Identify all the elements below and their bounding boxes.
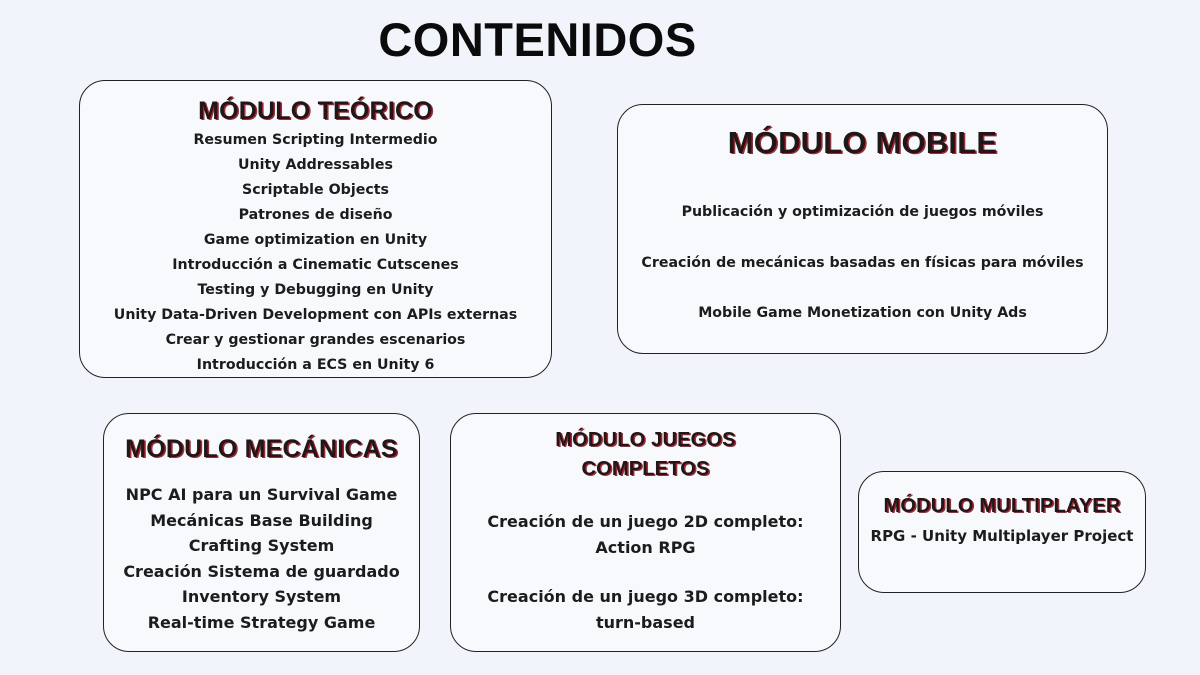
- module-list-mecanicas: [104, 482, 419, 636]
- list-item: Game optimization en Unity: [203, 232, 428, 248]
- module-list-teorico: [80, 128, 551, 378]
- list-item: Crear y gestionar grandes escenarios: [165, 332, 466, 348]
- module-title-teorico: MÓDULO TEÓRICO: [198, 97, 433, 125]
- module-card-juegos-completos: [450, 413, 841, 652]
- list-item: Unity Data-Driven Development con APIs externas: [113, 307, 518, 323]
- list-item: Mecánicas Base Building: [150, 510, 373, 530]
- list-item: Inventory System: [181, 587, 342, 607]
- list-item-line: Creación de un juego 2D completo:: [487, 512, 804, 531]
- list-item: Creación Sistema de guardado: [123, 561, 400, 581]
- module-card-multiplayer: [858, 471, 1146, 593]
- list-item-line: Project: [1073, 527, 1134, 545]
- list-item: Mobile Game Monetization con Unity Ads: [698, 305, 1027, 321]
- module-list-mobile: [618, 187, 1107, 339]
- module-title-line: MÓDULO JUEGOS: [555, 429, 736, 451]
- module-title-mobile: MÓDULO MOBILE: [727, 125, 998, 160]
- list-item: Resumen Scripting Intermedio: [193, 132, 438, 148]
- list-item: Unity Addressables: [238, 157, 393, 173]
- list-item: [451, 509, 840, 561]
- module-card-mecanicas: [103, 413, 420, 652]
- module-card-mobile: [617, 104, 1108, 354]
- page-title: CONTENIDOS: [378, 13, 697, 66]
- list-item: NPC AI para un Survival Game: [125, 485, 398, 504]
- list-item: Scriptable Objects: [242, 182, 389, 198]
- module-title-mecanicas: MÓDULO MECÁNICAS: [125, 435, 398, 463]
- list-item: [451, 584, 840, 636]
- module-title-juegos-completos: [451, 426, 840, 484]
- module-card-teorico: [79, 80, 552, 378]
- list-item-line: Creación de un juego 3D completo:: [487, 587, 804, 606]
- list-item: Creación de mecánicas basadas en físicas para móviles: [641, 254, 1084, 271]
- module-title-multiplayer: MÓDULO MULTIPLAYER: [883, 495, 1121, 517]
- list-item: [859, 525, 1145, 548]
- list-item: Introducción a ECS en Unity 6: [196, 357, 435, 373]
- module-title-line: COMPLETOS: [581, 458, 710, 480]
- list-item: Introducción a Cinematic Cutscenes: [172, 257, 459, 273]
- list-item: Real-time Strategy Game: [147, 612, 376, 632]
- list-item: Patrones de diseño: [238, 207, 393, 223]
- list-item: Crafting System: [188, 536, 335, 556]
- list-item-line: Action RPG: [595, 538, 696, 557]
- list-item: Testing y Debugging en Unity: [197, 282, 434, 298]
- list-item-line: turn-based: [595, 613, 696, 632]
- list-item-line: RPG - Unity Multiplayer: [870, 527, 1069, 545]
- module-list-juegos-completos: [451, 509, 840, 636]
- module-list-multiplayer: [859, 525, 1145, 548]
- list-item: Publicación y optimización de juegos móviles: [681, 204, 1044, 220]
